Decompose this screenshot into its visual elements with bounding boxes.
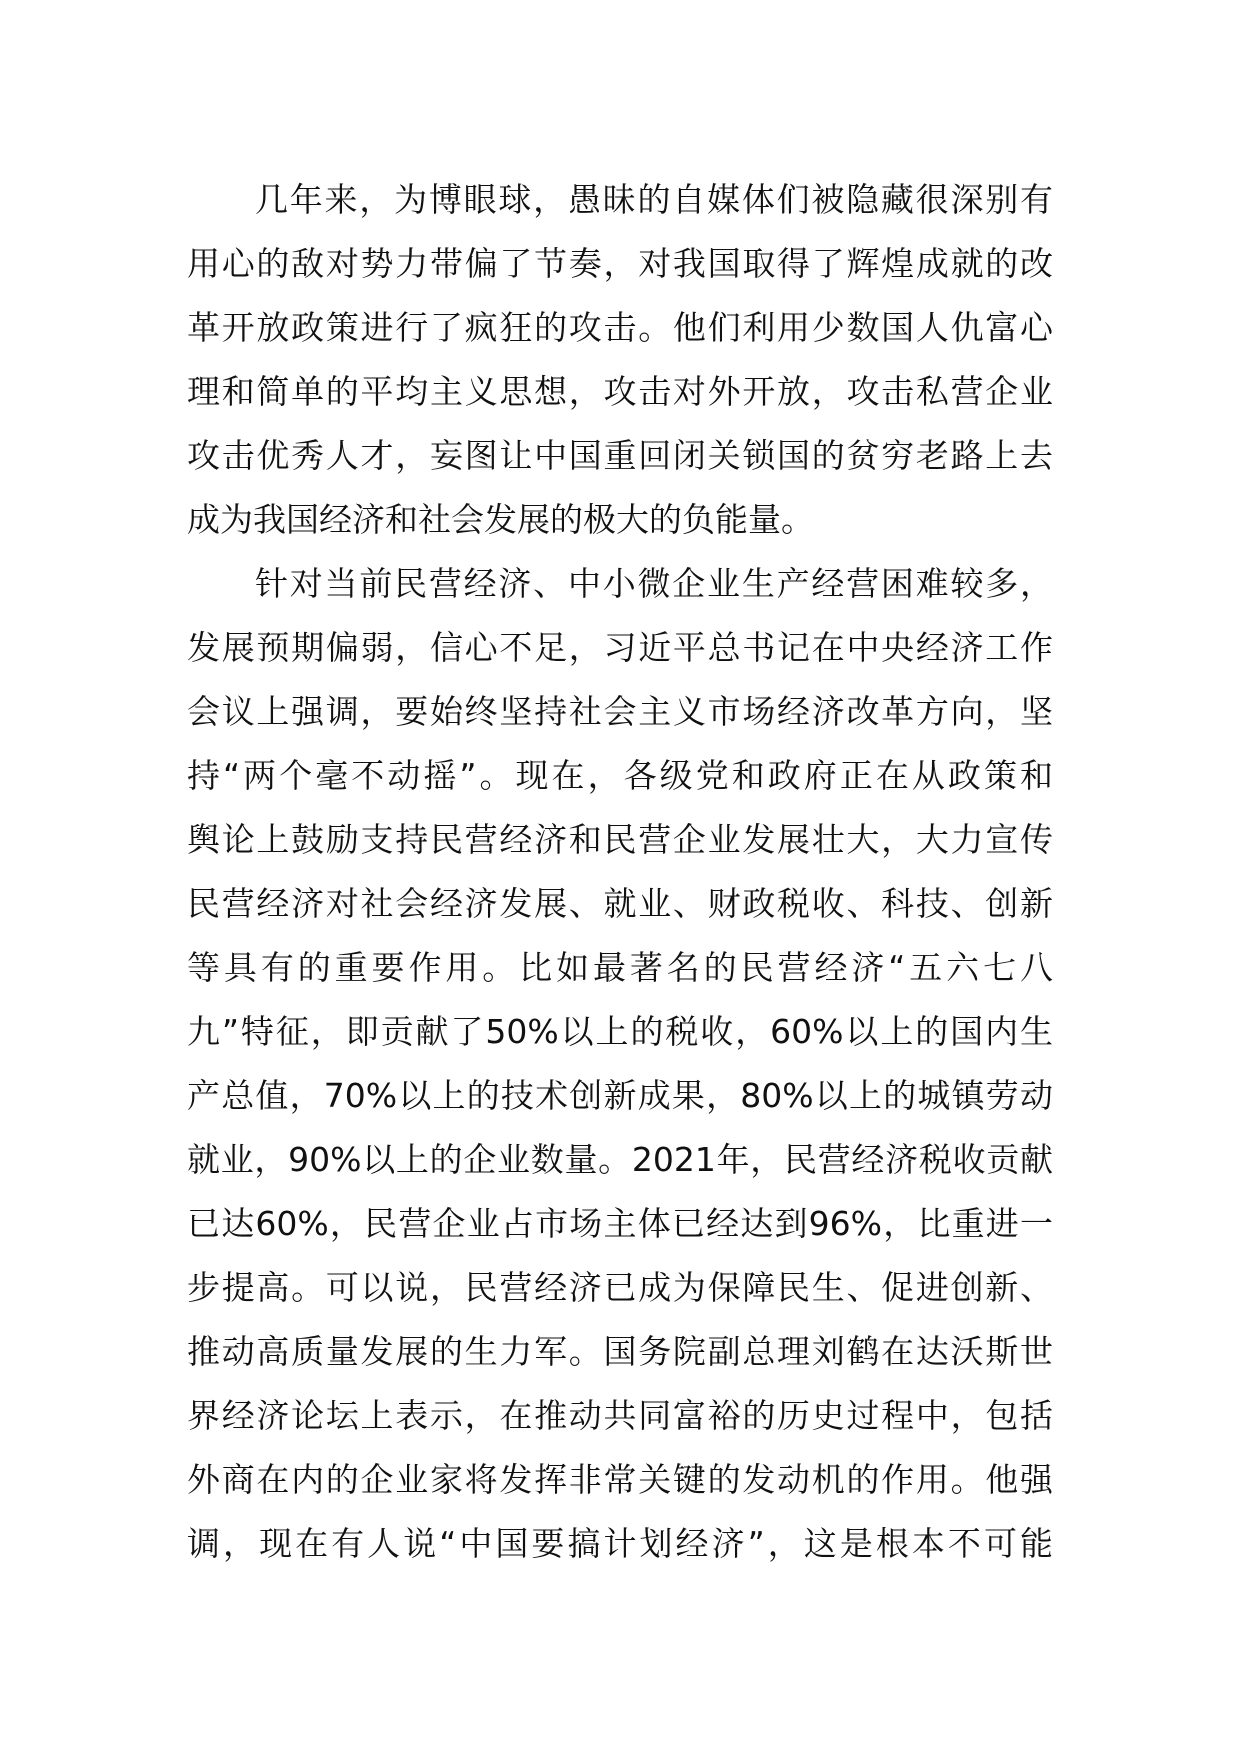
paragraph-1 (187, 168, 1053, 552)
text-line: 调，现在有人说“中国要搞计划经济”，这是根本不可能 (187, 1524, 1053, 1563)
text-line: 几年来，为博眼球，愚昧的自媒体们被隐藏很深别有 (255, 180, 1053, 219)
text-line: 产总值，70%以上的技术创新成果，80%以上的城镇劳动 (187, 1076, 1053, 1115)
text-line: 持“两个毫不动摇”。现在，各级党和政府正在从政策和 (187, 756, 1053, 795)
text-line: 九”特征，即贡献了50%以上的税收，60%以上的国内生 (187, 1012, 1053, 1051)
text-line: 成为我国经济和社会发展的极大的负能量。 (187, 500, 814, 539)
text-line: 推动高质量发展的生力军。国务院副总理刘鹤在达沃斯世 (187, 1332, 1053, 1371)
body-text (187, 168, 1053, 1576)
text-line: 针对当前民营经济、中小微企业生产经营困难较多， (255, 564, 1053, 603)
text-line: 等具有的重要作用。比如最著名的民营经济“五六七八 (187, 948, 1053, 987)
text-line: 革开放政策进行了疯狂的攻击。他们利用少数国人仇富心 (187, 308, 1053, 347)
text-line: 舆论上鼓励支持民营经济和民营企业发展壮大，大力宣传 (187, 820, 1053, 859)
text-line: 就业，90%以上的企业数量。2021年，民营经济税收贡献 (187, 1140, 1053, 1179)
paragraph-2 (187, 552, 1053, 1576)
text-line: 用心的敌对势力带偏了节奏，对我国取得了辉煌成就的改 (187, 244, 1053, 283)
text-line: 步提高。可以说，民营经济已成为保障民生、促进创新、 (187, 1268, 1053, 1307)
text-line: 外商在内的企业家将发挥非常关键的发动机的作用。他强 (187, 1460, 1053, 1499)
text-line: 已达60%，民营企业占市场主体已经达到96%，比重进一 (187, 1204, 1053, 1243)
text-line: 民营经济对社会经济发展、就业、财政税收、科技、创新 (187, 884, 1053, 923)
text-line: 攻击优秀人才，妄图让中国重回闭关锁国的贫穷老路上去 (187, 436, 1053, 475)
text-line: 界经济论坛上表示，在推动共同富裕的历史过程中，包括 (187, 1396, 1053, 1435)
text-line: 发展预期偏弱，信心不足，习近平总书记在中央经济工作 (187, 628, 1053, 667)
text-line: 会议上强调，要始终坚持社会主义市场经济改革方向，坚 (187, 692, 1053, 731)
text-line: 理和简单的平均主义思想，攻击对外开放，攻击私营企业 (187, 372, 1053, 411)
